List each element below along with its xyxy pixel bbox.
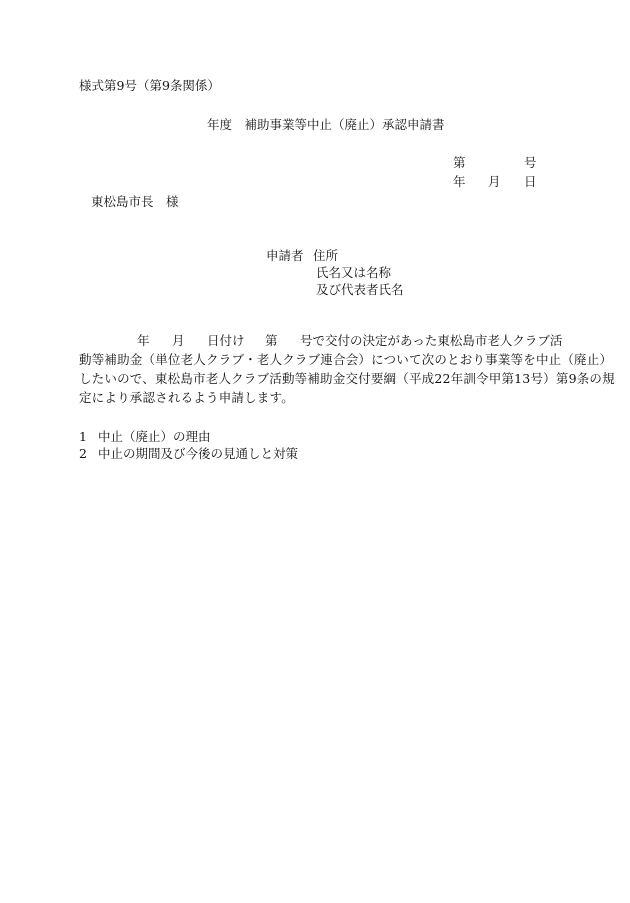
- addressee: 東松島市長 様: [91, 194, 179, 209]
- form-number: 様式第9号（第9条関係）: [79, 78, 220, 93]
- applicant-address-label: 住所: [313, 248, 339, 263]
- item-2-number: 2: [79, 446, 87, 461]
- doc-number-suffix: 号: [524, 155, 537, 170]
- date-month: 月: [488, 174, 501, 189]
- item-1-text: 中止（廃止）の理由: [98, 429, 211, 444]
- body-line1-rest: 号で交付の決定があった東松島市老人クラブ活: [300, 333, 563, 348]
- body-line-4: 定により承認されるよう申請します。: [79, 390, 294, 405]
- body-no-prefix: 第: [265, 333, 278, 348]
- item-1-number: 1: [79, 429, 87, 444]
- body-month: 月: [172, 333, 185, 348]
- body-line-2: 動等補助金（単位老人クラブ・老人クラブ連合会）について次のとおり事業等を中止（廃止）: [79, 352, 613, 367]
- body-line-3: したいので、東松島市老人クラブ活動等補助金交付要綱（平成22年訓令甲第13号）第9条の規: [79, 371, 615, 386]
- date-year: 年: [453, 174, 466, 189]
- applicant-name-label: 氏名又は名称: [316, 265, 392, 280]
- body-dated: 日付け: [207, 333, 245, 348]
- item-2-text: 中止の期間及び今後の見通しと対策: [98, 446, 299, 461]
- doc-number-prefix: 第: [453, 155, 466, 170]
- document-title: 年度 補助事業等中止（廃止）承認申請書: [207, 117, 445, 132]
- applicant-rep-label: 及び代表者氏名: [316, 282, 404, 297]
- date-day: 日: [524, 174, 537, 189]
- applicant-label: 申請者: [266, 248, 304, 263]
- body-year: 年: [137, 333, 150, 348]
